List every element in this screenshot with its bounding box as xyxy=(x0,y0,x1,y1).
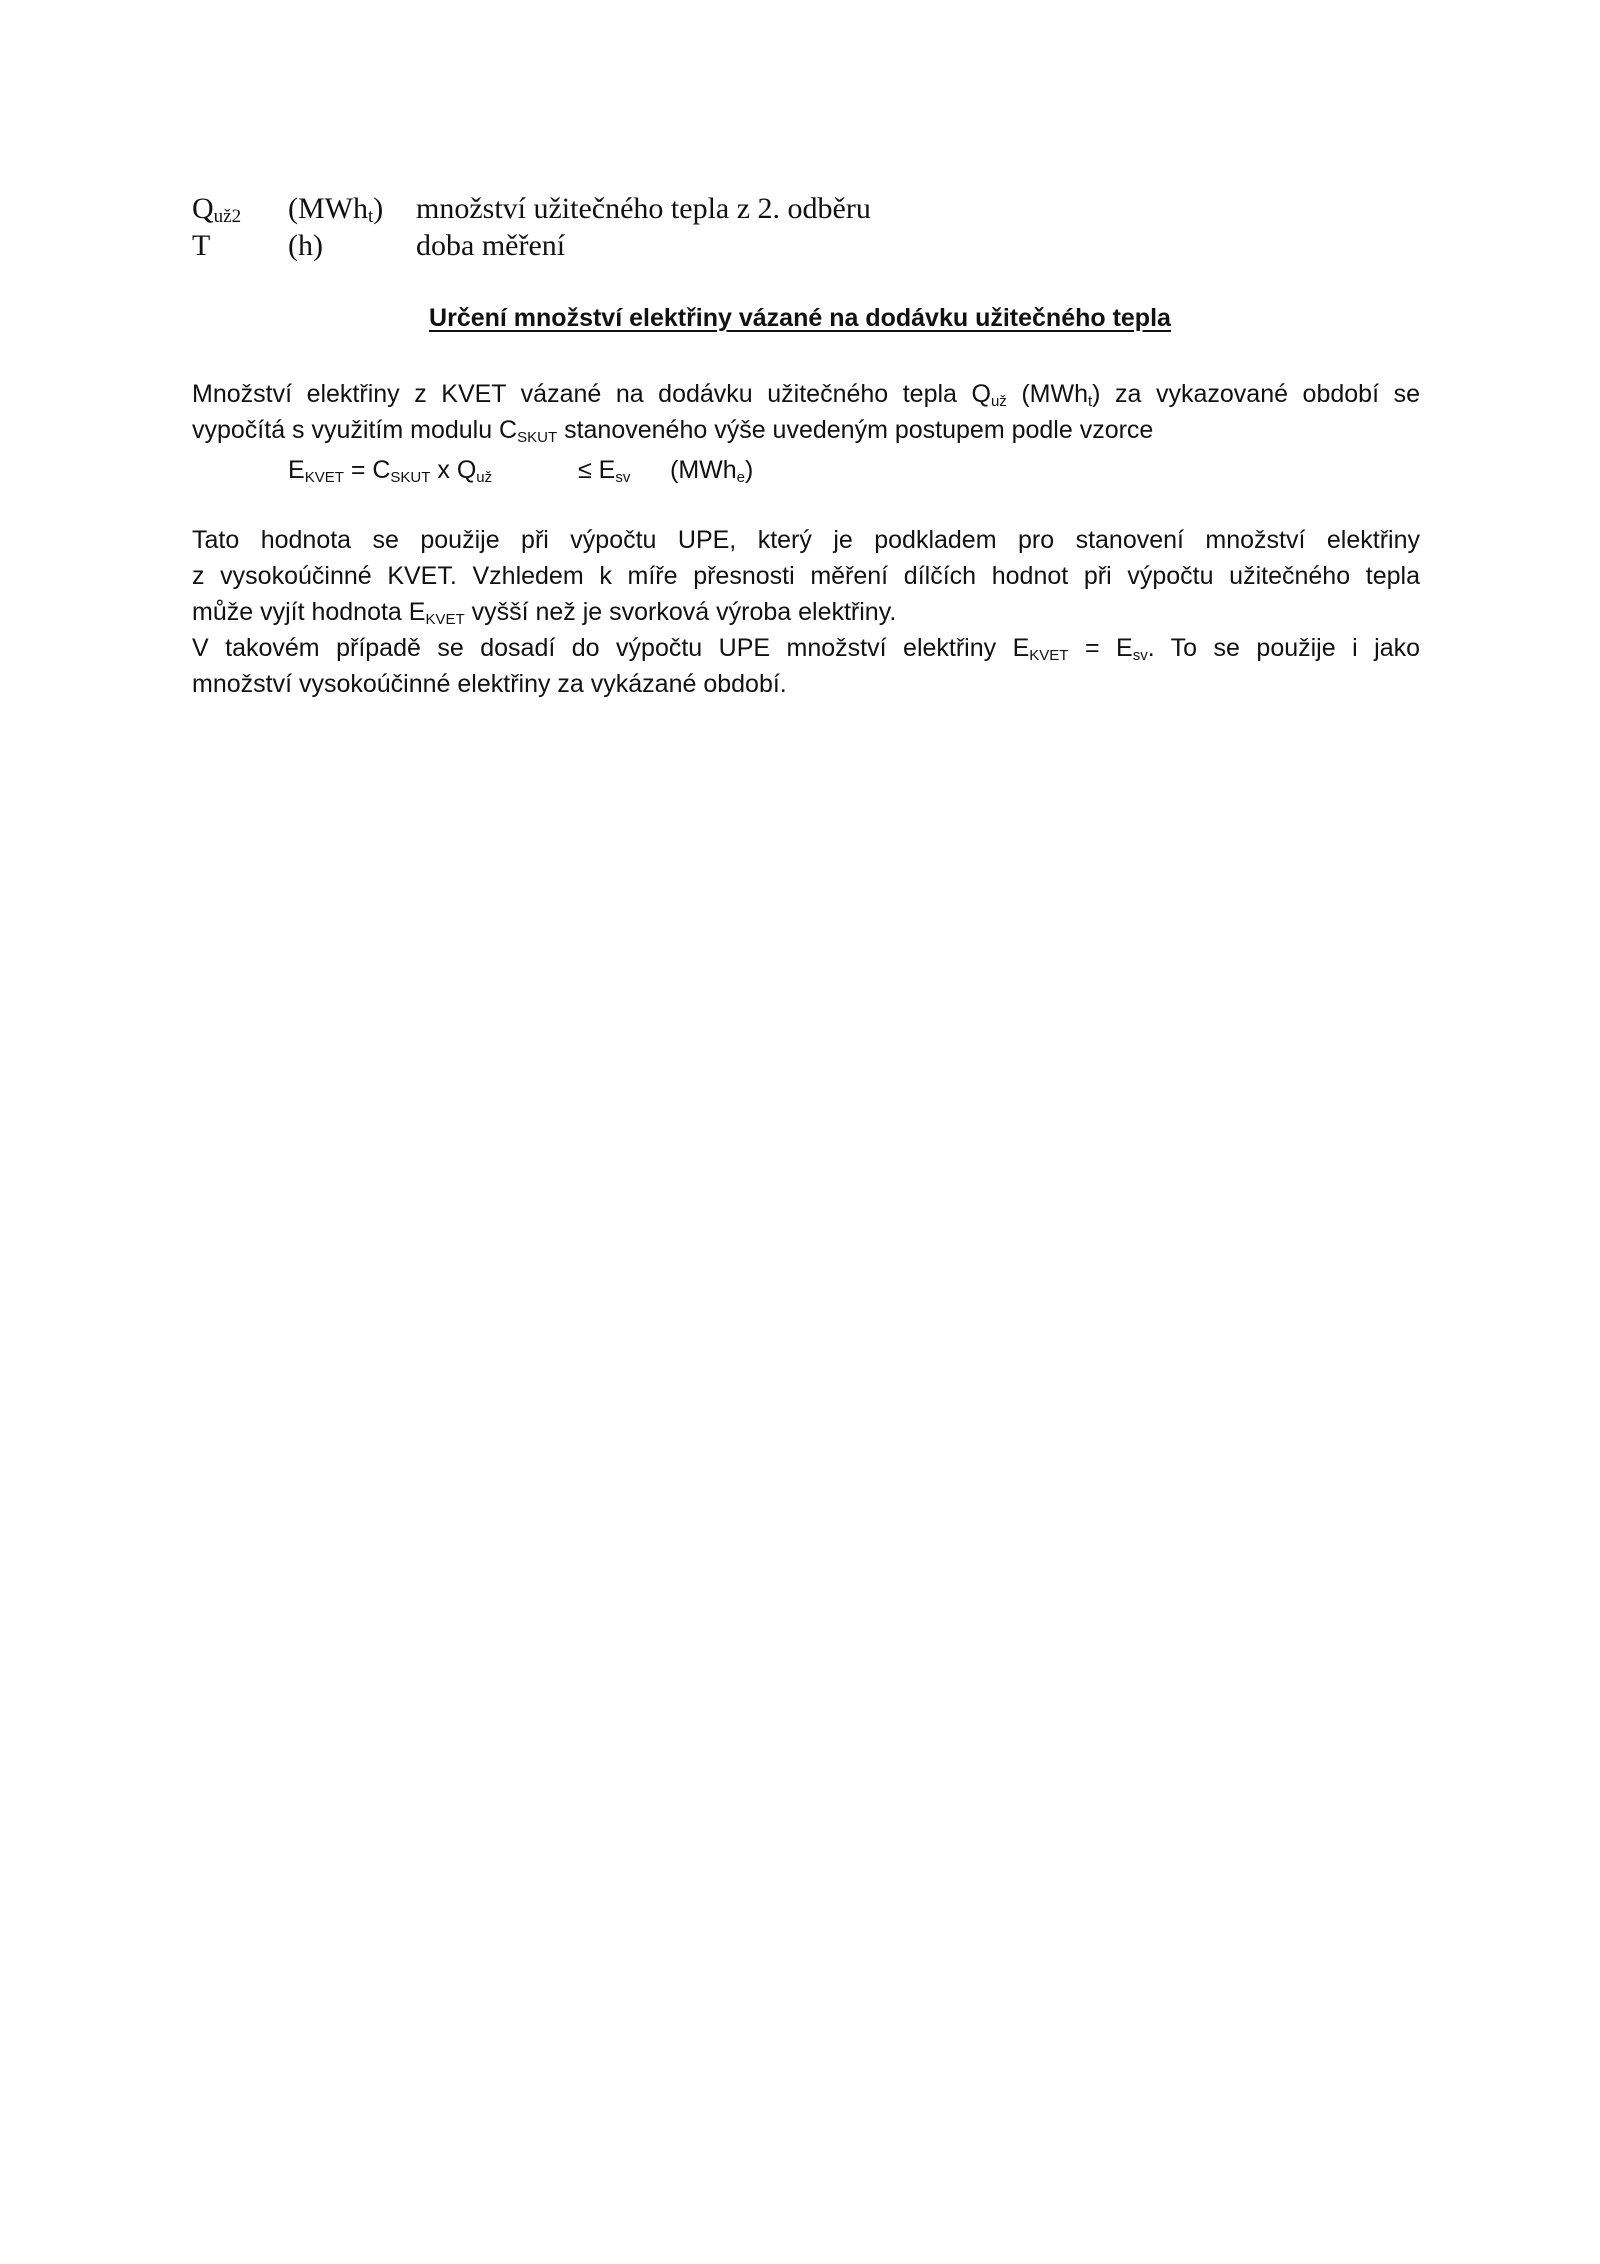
paragraph-upe xyxy=(192,522,1420,630)
paragraph-line: může vyjít hodnota $E_{KVET}$ vyšší než je svorková výroba elektřiny. xyxy=(192,598,897,628)
legend-description: doba měření xyxy=(416,229,566,262)
paragraph-line: Množství elektřiny z KVET vázané na dodávku užitečného tepla $Q_{už}$ (MWh$_t$) za vykazované období se xyxy=(192,380,1420,410)
paragraph-line: V takovém případě se dosadí do výpočtu UPE množství elektřiny $E_{KVET} = E_{sv}$. To se použije i jako xyxy=(192,634,1421,664)
formula xyxy=(288,452,754,488)
paragraph-intro xyxy=(192,376,1420,448)
legend-symbol: $Q_{už2}$ xyxy=(192,192,242,227)
paragraph-line: Tato hodnota se použije při výpočtu UPE, který je podkladem pro stanovení množství elektřiny xyxy=(192,526,1420,554)
legend-symbol: T xyxy=(192,229,211,262)
formula-inequality: ≤ $E_{sv}$ xyxy=(578,456,631,486)
formula-unit: (MWh$_e$) xyxy=(670,456,754,486)
legend-unit: (MWh$_t$) xyxy=(288,192,384,227)
section-heading: Určení množství elektřiny vázané na dodávku užitečného tepla xyxy=(429,304,1171,332)
paragraph-case xyxy=(192,630,1420,702)
formula-left: $E_{KVET} = C_{SKUT}$ x $Q_{už}$ xyxy=(288,456,493,486)
legend-unit: (h) xyxy=(288,229,323,262)
paragraph-line: množství vysokoúčinné elektřiny za vykázané období. xyxy=(192,670,787,698)
paragraph-line: z vysokoúčinné KVET. Vzhledem k míře přesnosti měření dílčích hodnot při výpočtu užitečného tepla xyxy=(192,562,1420,590)
paragraph-line: vypočítá s využitím modulu $C_{SKUT}$ stanoveného výše uvedeným postupem podle vzorce xyxy=(192,416,1154,446)
legend-description: množství užitečného tepla z 2. odběru xyxy=(416,192,871,225)
